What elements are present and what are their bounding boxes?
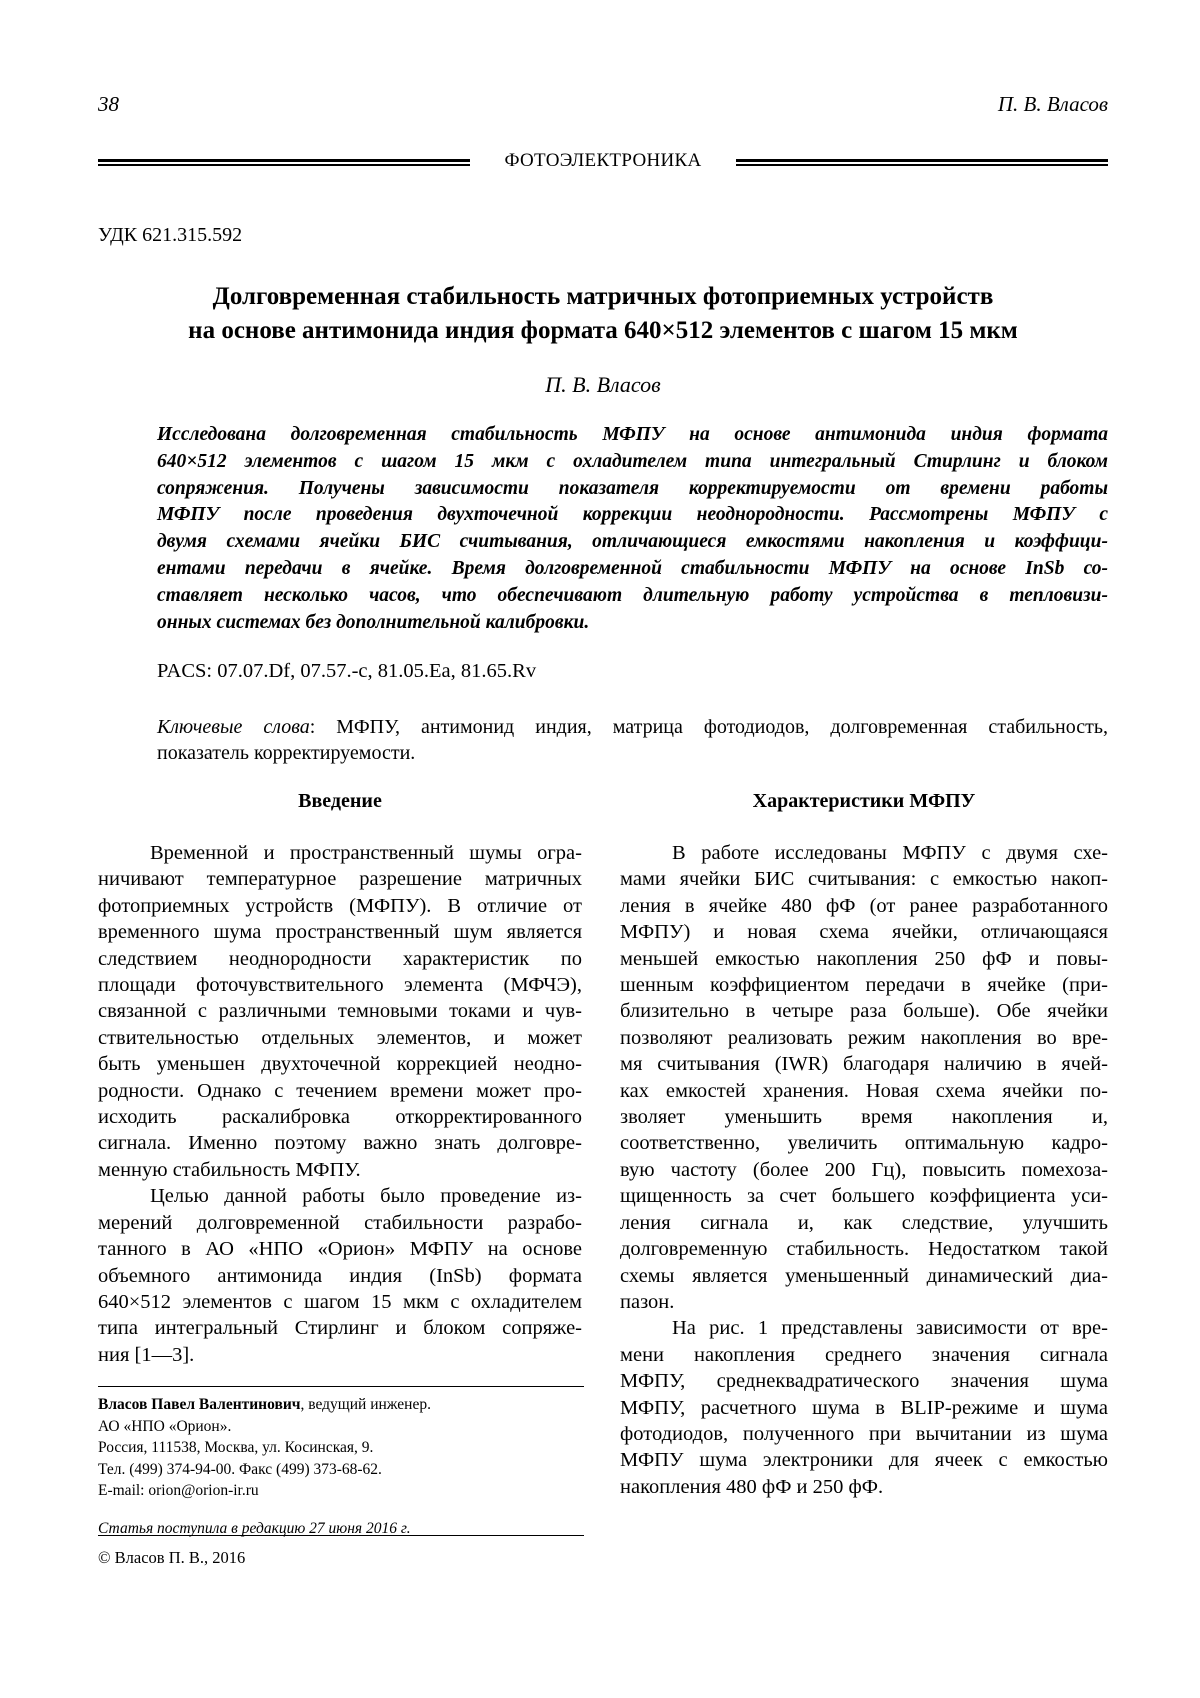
text-line: соответственно, увеличить оптимальную кадро- [620, 1132, 1108, 1155]
running-author: П. В. Власов [997, 92, 1108, 116]
text-line: быть уменьшен двухточечной коррекцией неодно- [98, 1053, 582, 1076]
footnote-divider-bottom [98, 1535, 584, 1536]
pacs-codes: PACS: 07.07.Df, 07.57.-c, 81.05.Ea, 81.65.Rv [157, 660, 537, 682]
page-number: 38 [98, 92, 119, 116]
abstract [157, 422, 1108, 636]
text-line: танного в АО «НПО «Орион» МФПУ на основе [98, 1238, 582, 1261]
abstract-line: ставляет несколько часов, что обеспечивают длительную работу устройства в тепловизи- [157, 584, 1108, 606]
text-line: мени накопления среднего значения сигнала [620, 1343, 1108, 1366]
footnote-divider [98, 1386, 584, 1387]
text-line: ничивают температурное разрешение матричных [98, 868, 582, 891]
text-line: долговременную стабильность. Недостатком такой [620, 1238, 1108, 1261]
section-banner [98, 150, 1108, 178]
text-line: схемы является уменьшенный динамический диа- [620, 1264, 1108, 1287]
keywords [157, 714, 1108, 766]
intro-text [98, 840, 582, 1368]
text-line: мерений долговременной стабильности разрабо- [98, 1211, 582, 1234]
keywords-list: : МФПУ, антимонид индия, матрица фотодиодов, долговременная стабильность, [309, 716, 1108, 738]
intro-heading: Введение [298, 790, 382, 812]
text-line: Временной и пространственный шумы огра- [150, 842, 582, 864]
text-line: вую частоту (более 200 Гц), повысить помехоза- [620, 1158, 1108, 1181]
text-line: зволяет уменьшить время накопления и, [620, 1106, 1108, 1129]
text-line: позволяют реализовать режим накопления во вре- [620, 1026, 1108, 1049]
abstract-line: двумя схемами ячейки БИС считывания, отличающиеся емкостями накопления и коэффици- [157, 531, 1108, 553]
text-line: площади фоточувствительного элемента (МФЧЭ), [98, 974, 582, 997]
text-line: На рис. 1 представлены зависимости от вре- [672, 1317, 1108, 1340]
author-address: Россия, 111538, Москва, ул. Косинская, 9. [98, 1439, 374, 1457]
text-line: меньшей емкостью накопления 250 фФ и повы- [620, 947, 1108, 970]
text-line: ках емкостей хранения. Новая схема ячейки по- [620, 1079, 1108, 1102]
author-name-line [98, 1394, 584, 1416]
abstract-line: онных системах без дополнительной калибровки. [157, 611, 590, 633]
keywords-line-2: показатель корректируемости. [157, 742, 416, 764]
text-line: ления сигнала и, как следствие, улучшить [620, 1211, 1108, 1234]
text-line: МФПУ шума электроники для ячеек с емкостью [620, 1449, 1108, 1472]
author-position: , ведущий инженер. [300, 1396, 431, 1413]
text-line: сигнала. Именно поэтому важно знать долговре- [98, 1132, 582, 1155]
text-line: МФПУ, среднеквадратического значения шума [620, 1370, 1108, 1393]
text-line: пазон. [620, 1290, 675, 1313]
characteristics-heading: Характеристики МФПУ [752, 790, 976, 812]
author-phone: Тел. (499) 374-94-00. Факс (499) 373-68-62. [98, 1460, 382, 1478]
text-line: родности. Однако с течением времени может про- [98, 1079, 582, 1102]
text-line: Целью данной работы было проведение из- [150, 1185, 582, 1208]
keywords-label: Ключевые слова [157, 716, 310, 738]
abstract-line: Исследована долговременная стабильность МФПУ на основе антимонида индия формата [157, 424, 1108, 445]
text-line: мами ячейки БИС считывания: с емкостью накоп- [620, 868, 1108, 891]
abstract-line: 640×512 элементов с шагом 15 мкм с охладителем типа интегральный Стирлинг и блоком [157, 450, 1108, 472]
text-line: близительно в четыре раза больше). Обе ячейки [620, 1000, 1108, 1023]
text-line: 640×512 элементов с шагом 15 мкм с охладителем [98, 1290, 582, 1313]
text-line: щищенность за счет большего коэффициента уси- [620, 1185, 1108, 1208]
characteristics-text [620, 840, 1108, 1500]
text-line: фотоприемных устройств (МФПУ). В отличие от [98, 894, 582, 917]
text-line: объемного антимонида индия (InSb) формата [98, 1264, 582, 1287]
author-full-name: Власов Павел Валентинович [98, 1396, 301, 1413]
abstract-line: сопряжения. Получены зависимости показателя корректируемости от времени работы [157, 477, 1108, 499]
abstract-line: МФПУ после проведения двухточечной коррекции неоднородности. Рассмотрены МФПУ с [157, 504, 1108, 526]
text-line: шенным коэффициентом передачи в ячейке (при- [620, 974, 1108, 997]
text-line: фотодиодов, полученного при вычитании из шума [620, 1422, 1108, 1445]
text-line: менную стабильность МФПУ. [98, 1158, 361, 1181]
section-name: ФОТОЭЛЕКТРОНИКА [504, 150, 702, 171]
text-line: мя считывания (IWR) благодаря наличию в ячей- [620, 1053, 1108, 1076]
keywords-line [157, 714, 1108, 740]
text-line: временного шума пространственный шум является [98, 921, 582, 944]
udk-code: УДК 621.315.592 [98, 224, 243, 246]
text-line: связанной с различными темновыми токами и чув- [98, 1000, 582, 1023]
text-line: накопления 480 фФ и 250 фФ. [620, 1475, 884, 1498]
text-line: ния [1—3]. [98, 1343, 195, 1366]
banner-rule-right [736, 159, 1108, 166]
text-line: ления в ячейке 480 фФ (от ранее разработанного [620, 894, 1108, 917]
author-email: E-mail: orion@orion-ir.ru [98, 1482, 259, 1500]
text-line: ствительностью отдельных элементов, и может [98, 1026, 582, 1049]
author-info [98, 1394, 584, 1540]
text-line: исходить раскалибровка откорректированного [98, 1106, 582, 1129]
abstract-line: ентами передачи в ячейке. Время долговременной стабильности МФПУ на основе InSb со- [157, 557, 1108, 579]
author-organization: АО «НПО «Орион». [98, 1417, 232, 1435]
title-line: на основе антимонида индия формата 640×512 элементов с шагом 15 мкм [188, 317, 1018, 344]
text-line: МФПУ, расчетного шума в BLIP-режиме и шума [620, 1396, 1108, 1419]
article-title [98, 280, 1108, 348]
received-date: Статья поступила в редакцию 27 июня 2016 г. [98, 1519, 411, 1537]
text-line: типа интегральный Стирлинг и блоком сопряже- [98, 1317, 582, 1340]
text-line: В работе исследованы МФПУ с двумя схе- [672, 842, 1108, 864]
article-author: П. В. Власов [545, 372, 661, 397]
copyright: © Власов П. В., 2016 [98, 1548, 246, 1567]
title-line: Долговременная стабильность матричных фотоприемных устройств [212, 283, 994, 310]
text-line: следствием неоднородности характеристик по [98, 947, 582, 970]
text-line: МФПУ) и новая схема ячейки, отличающаяся [620, 921, 1108, 944]
